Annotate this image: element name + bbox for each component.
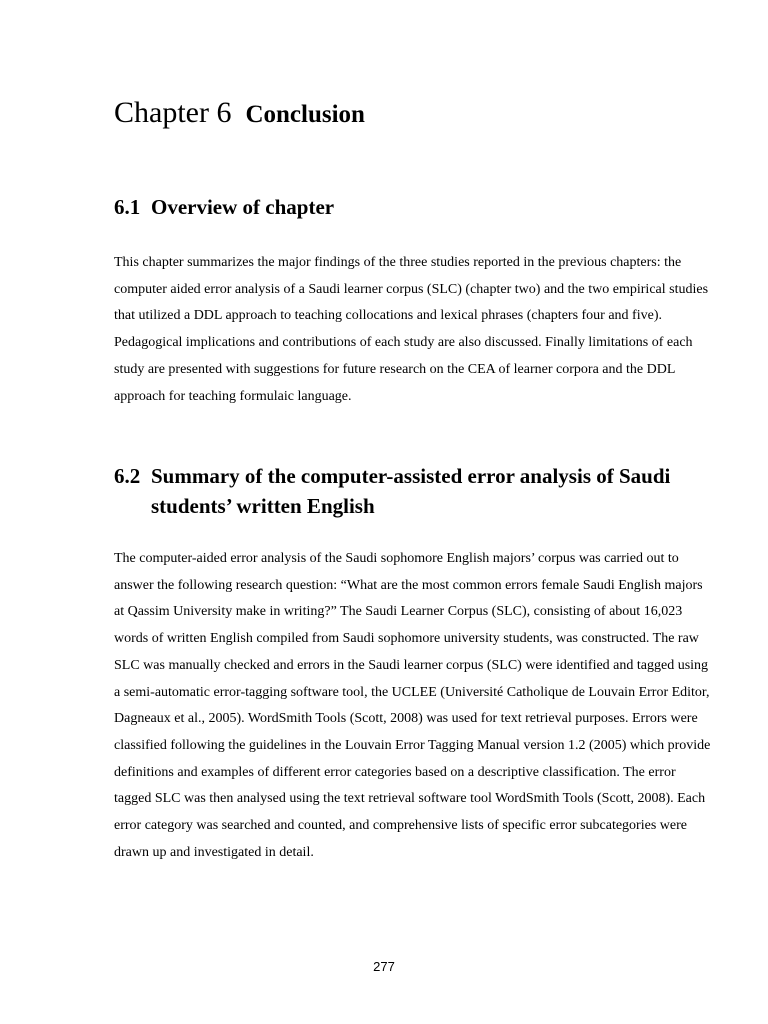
- chapter-title: Conclusion: [245, 101, 365, 128]
- chapter-label: Chapter 6: [114, 96, 232, 129]
- page-number: 277: [373, 959, 395, 974]
- section-heading-6-1: [114, 192, 674, 222]
- section-number: 6.1: [114, 195, 141, 219]
- chapter-heading: [114, 93, 365, 133]
- section-number: 6.2: [114, 464, 141, 488]
- summary-paragraph: The computer-aided error analysis of the Saudi sophomore English majors’ corpus was carried out to answer the following research question: “What are the most common errors female Saudi English majors at Qassim University make in writing?” The Saudi Learner Corpus (SLC), consisting of about 16,023 words of written English compiled from Saudi sophomore university students, was constructed. The raw SLC was manually checked and errors in the Saudi learner corpus (SLC) were identified and tagged using a semi-automatic error-tagging software tool, the UCLEE (Université Catholique de Louvain Error Editor, Dagneaux et al., 2005). WordSmith Tools (Scott, 2008) was used for text retrieval purposes. Errors were classified following the guidelines in the Louvain Error Tagging Manual version 1.2 (2005) which provide definitions and examples of different error categories based on a descriptive classification. The error tagged SLC was then analysed using the text retrieval software tool WordSmith Tools (Scott, 2008). Each error category was searched and counted, and comprehensive lists of specific error subcategories were drawn up and investigated in detail.: [114, 551, 711, 860]
- section-title: Overview of chapter: [151, 195, 335, 219]
- section-title: Summary of the computer-assisted error analysis of Saudi students’ written English: [151, 464, 671, 518]
- overview-paragraph: This chapter summarizes the major findings of the three studies reported in the previous chapters: the computer aided error analysis of a Saudi learner corpus (SLC) (chapter two) and the two empirical studies that utilized a DDL approach to teaching collocations and lexical phrases (chapters four and five). Pedagogical implications and contributions of each study are also discussed. Finally limitations of each study are presented with suggestions for future research on the CEA of learner corpora and the DDL approach for teaching formulaic language.: [114, 255, 709, 404]
- section-heading-6-2: [114, 461, 724, 521]
